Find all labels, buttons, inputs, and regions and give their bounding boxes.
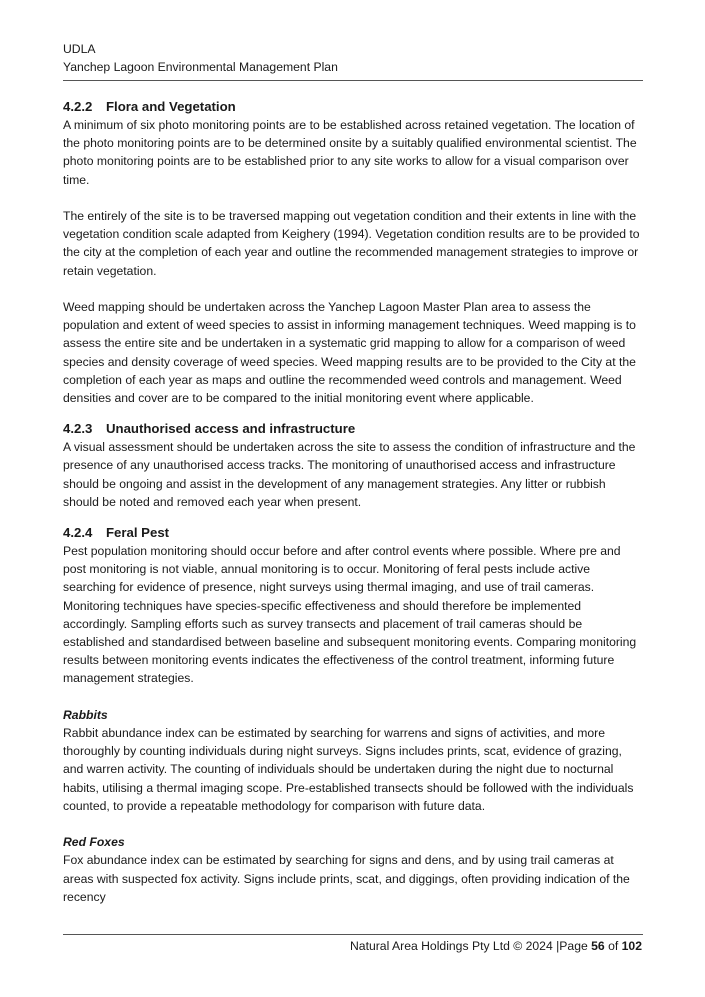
header-org: UDLA	[63, 42, 96, 56]
page-number: 56	[591, 939, 605, 953]
section-feral-pest	[63, 524, 643, 906]
document-body	[63, 98, 643, 906]
header-divider	[63, 80, 643, 81]
paragraph: Rabbit abundance index can be estimated by searching for warrens and signs of activities, and more thoroughly by counting individuals during night surveys. Signs includes prints, scat, evidence of grazing, and warren activity. The counting of individuals should be undertaken during the night due to nocturnal habits, utilising a thermal imaging scope. Pre-established transects should be followed with the individuals counted, to provide a repeatable methodology for comparison with future data.	[63, 726, 634, 813]
section-flora-vegetation	[63, 98, 643, 407]
paragraph: The entirely of the site is to be traversed mapping out vegetation condition and their extents in line with the vegetation condition scale adapted from Keighery (1994). Vegetation condition results are to be provided to the city at the completion of each year and outline the recommended management strategies to improve or retain vegetation.	[63, 209, 640, 278]
paragraph: Fox abundance index can be estimated by searching for signs and dens, and by using trail cameras at areas with suspected fox activity. Signs include prints, scat, and diggings, often providing indication of the recency	[63, 853, 630, 904]
footer-copyright: Natural Area Holdings Pty Ltd © 2024 |Page	[350, 939, 592, 953]
footer-divider	[63, 934, 643, 935]
subsection-heading-red-foxes: Red Foxes	[63, 835, 125, 850]
subsection-heading-rabbits: Rabbits	[63, 707, 108, 722]
section-heading: 4.2.2 Flora and Vegetation	[63, 99, 236, 114]
page-header	[63, 40, 643, 76]
page-footer: Natural Area Holdings Pty Ltd © 2024 |Page 56 of 102	[350, 939, 642, 953]
paragraph: Pest population monitoring should occur before and after control events where possible. Where pre and post monitoring is not viable, annual monitoring is to occur. Monitoring of feral pests include active searching for evidence of presence, night surveys using thermal imaging, and use of trail cameras. Monitoring techniques have species-specific effectiveness and should therefore be implemented accordingly. Sampling efforts such as survey transects and placement of trail cameras should be established and standardised between baseline and subsequent monitoring events. Comparing monitoring results between monitoring events indicates the effectiveness of the control treatment, informing future management strategies.	[63, 544, 637, 686]
paragraph: Weed mapping should be undertaken across the Yanchep Lagoon Master Plan area to assess the population and extent of weed species to assist in informing management techniques. Weed mapping is to assess the entire site and be undertaken in a systematic grid mapping to allow for a comparison of weed species and density coverage of weed species. Weed mapping results are to be provided to the City at the completion of each year as maps and outline the recommended weed controls and management. Weed densities and cover are to be compared to the initial monitoring event where applicable.	[63, 300, 636, 406]
section-heading: 4.2.3 Unauthorised access and infrastructure	[63, 421, 356, 437]
section-unauthorised-access	[63, 420, 643, 511]
section-heading: 4.2.4 Feral Pest	[63, 525, 170, 541]
header-title: Yanchep Lagoon Environmental Management Plan	[63, 60, 338, 74]
paragraph: A visual assessment should be undertaken across the site to assess the condition of infrastructure and the presence of any unauthorised access tracks. The monitoring of unauthorised access and infrastructure should be ongoing and assist in the development of any management strategies. Any litter or rubbish should be noted and removed each year when present.	[63, 440, 636, 509]
page-total: 102	[621, 939, 642, 953]
paragraph: A minimum of six photo monitoring points are to be established across retained vegetation. The location of the photo monitoring points are to be determined onsite by a suitably qualified environmental scientist. The photo monitoring points are to be established prior to any site works to allow for a visual comparison over time.	[63, 118, 637, 187]
